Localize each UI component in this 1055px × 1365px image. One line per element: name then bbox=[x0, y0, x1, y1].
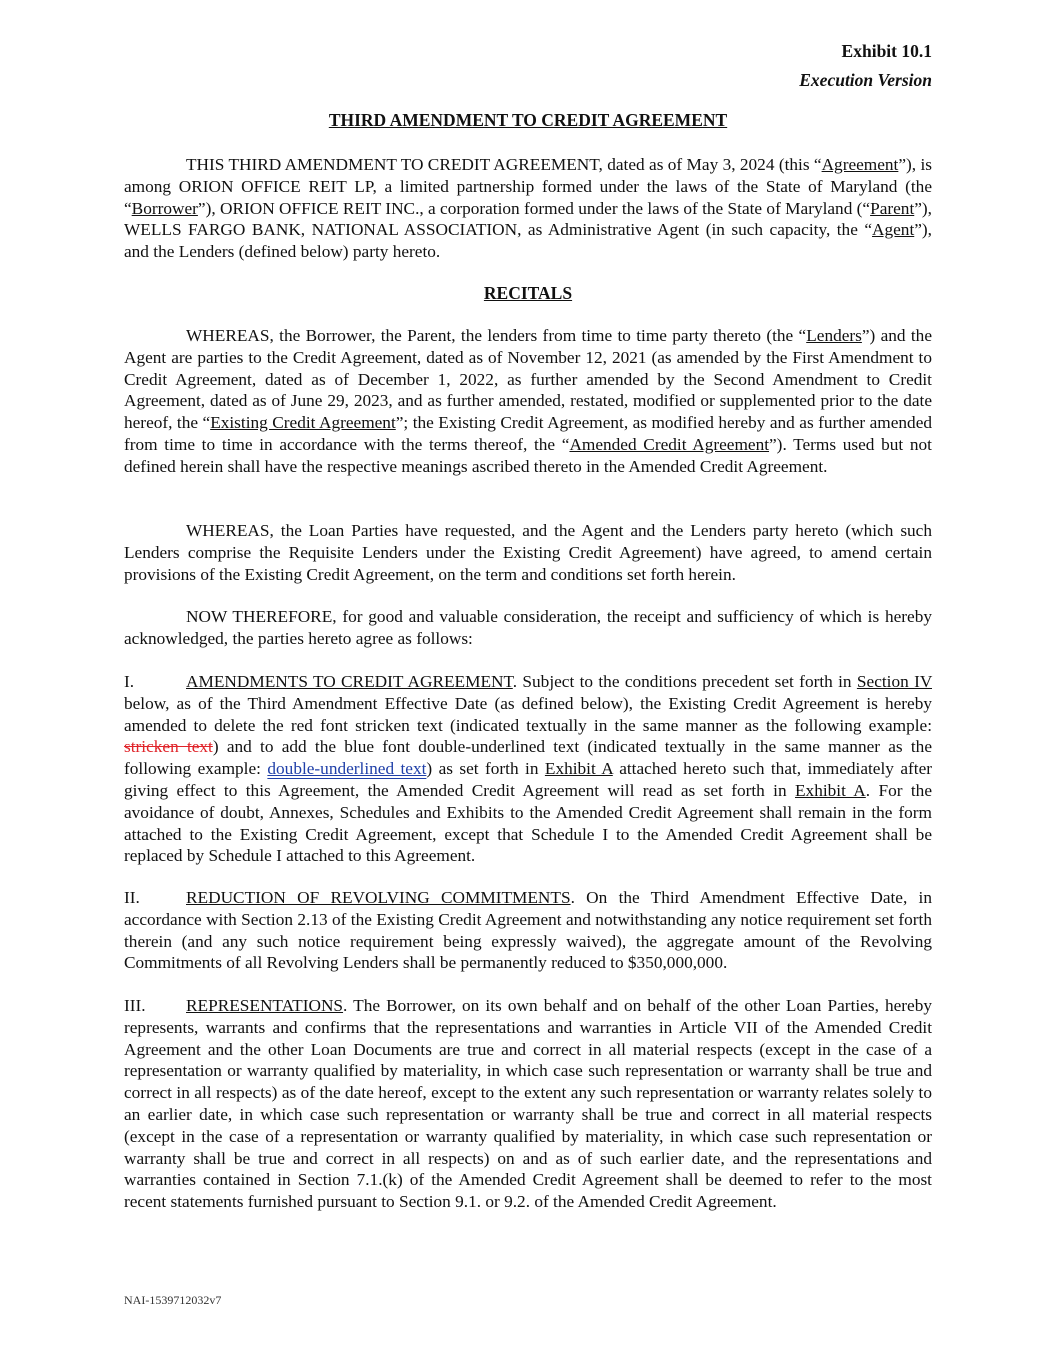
exhibit-label: Exhibit 10.1 bbox=[841, 41, 932, 61]
text: ”; the Existing Credit Agreement, as modified hereby and as further amended from time to time in accordance with the terms thereof, the “ bbox=[124, 413, 932, 454]
document-id-footer: NAI-1539712032v7 bbox=[124, 1293, 222, 1307]
document-title: THIRD AMENDMENT TO CREDIT AGREEMENT bbox=[328, 110, 728, 130]
defined-term: Existing Credit Agreement bbox=[210, 413, 396, 433]
defined-term: Parent bbox=[870, 198, 915, 218]
section-heading: REPRESENTATIONS bbox=[186, 996, 344, 1015]
text: ”), and the Lenders (defined below) party hereto. bbox=[124, 220, 932, 262]
section-number: II. bbox=[124, 888, 140, 907]
section-number: III. bbox=[124, 996, 146, 1015]
text: ”), ORION OFFICE REIT INC., a corporation formed under the laws of the State of Maryland (“ bbox=[197, 198, 871, 218]
recital-paragraph-1 bbox=[124, 325, 932, 478]
double-underlined-text-example: double-underlined text bbox=[267, 759, 427, 779]
recitals-heading: RECITALS bbox=[483, 283, 573, 303]
defined-term: Agreement bbox=[821, 155, 899, 174]
text: ”), is among ORION OFFICE REIT LP, a limited partnership formed under the laws of the State of Maryland (the “ bbox=[124, 155, 932, 218]
text: . Subject to the conditions precedent set forth in bbox=[512, 672, 857, 691]
version-label: Execution Version bbox=[799, 70, 932, 90]
section-reference: Section IV bbox=[856, 672, 932, 691]
recital-paragraph-2: WHEREAS, the Loan Parties have requested, and the Agent and the Lenders party hereto (which such Lenders comprise the Requisite Lenders under the Existing Credit Agreement) have agreed, to amend certain provisions of the Existing Credit Agreement, on the term and conditions set forth herein. bbox=[124, 521, 932, 584]
text: below, as of the Third Amendment Effective Date (as defined below), the Existing Credit Agreement is hereby amended to delete the red font stricken text (indicated textually in the same manner as the following example: bbox=[124, 693, 932, 735]
section-number: I. bbox=[124, 672, 135, 691]
text: attached hereto such that, immediately after giving effect to this Agreement, the Amended Credit Agreement will read as set forth in bbox=[124, 759, 932, 800]
stricken-text-example: stricken text bbox=[124, 737, 213, 757]
defined-term: Agent bbox=[872, 220, 915, 240]
preamble-paragraph bbox=[124, 154, 932, 263]
exhibit-reference: Exhibit A bbox=[544, 759, 613, 779]
defined-term: Lenders bbox=[806, 326, 862, 345]
text: ”). Terms used but not defined herein shall have the respective meanings ascribed thereto in the Amended Credit Agreement. bbox=[124, 434, 932, 476]
text: THIS THIRD AMENDMENT TO CREDIT AGREEMENT, dated as of May 3, 2024 (this “ bbox=[186, 155, 822, 174]
text: WHEREAS, the Borrower, the Parent, the lenders from time to time party thereto (the “ bbox=[186, 326, 807, 345]
text: ) as set forth in bbox=[426, 759, 545, 779]
text: ”) and the Agent are parties to the Credit Agreement, dated as of November 12, 2021 (as amended by the First Amendment to Credit Agreement, dated as of December 1, 2022, as further amended by the Second Amendment to Credit Agreement, dated as of June 29, 2023, and as further amended, restated, modified or supplemented prior to the date hereof, the “ bbox=[124, 326, 932, 433]
section-1 bbox=[124, 671, 932, 867]
now-therefore-paragraph: NOW THEREFORE, for good and valuable consideration, the receipt and sufficiency of which is hereby acknowledged, the parties hereto agree as follows: bbox=[124, 607, 932, 648]
text: . For the avoidance of doubt, Annexes, Schedules and Exhibits to the Amended Credit Agreement shall remain in the form attached to the Existing Credit Agreement, except that Schedule I to the Amended Credit Agreement shall be replaced by Schedule I attached to this Agreement. bbox=[124, 780, 932, 866]
text: ”), WELLS FARGO BANK, NATIONAL ASSOCIATION, as Administrative Agent (in such capacity, the “ bbox=[124, 198, 932, 240]
text: . On the Third Amendment Effective Date, in accordance with Section 2.13 of the Existing Credit Agreement and notwithstanding any notice requirement set forth therein (and any such notice requirement being expressly waived), the aggregate amount of the Revolving Commitments of all Revolving Lenders shall be permanently reduced to $350,000,000. bbox=[124, 888, 932, 973]
section-heading: REDUCTION OF REVOLVING COMMITMENTS bbox=[186, 888, 571, 907]
defined-term: Amended Credit Agreement bbox=[569, 434, 770, 454]
defined-term: Borrower bbox=[131, 198, 198, 218]
text: ) and to add the blue font double-underlined text (indicated textually in the same manner as the following example: bbox=[124, 737, 932, 779]
text: . The Borrower, on its own behalf and on behalf of the other Loan Parties, hereby represents, warrants and confirms that the representations and warranties in Article VII of the Amended Credit Agreement and the other Loan Documents are true and correct in all material respects (except in the case of a representation or warranty qualified by materiality, in which case such representation or warranty shall be true and correct in all respects) as of the date hereof, except to the extent any such representation or warranty relates solely to an earlier date, in which case such representation or warranty shall be true and correct in all material respects (except in the case of a representation or warranty qualified by materiality, in which case such representation or warranty shall be true and correct in all respects) on and as of such earlier date, and the representations and warranties contained in Section 7.1.(k) of the Amended Credit Agreement shall be deemed to refer to the most recent statements furnished pursuant to Section 9.1. or 9.2. of the Amended Credit Agreement. bbox=[124, 996, 932, 1212]
section-heading: AMENDMENTS TO CREDIT AGREEMENT bbox=[186, 672, 513, 691]
section-3 bbox=[124, 995, 932, 1213]
section-2 bbox=[124, 887, 932, 974]
exhibit-reference: Exhibit A bbox=[795, 780, 866, 800]
